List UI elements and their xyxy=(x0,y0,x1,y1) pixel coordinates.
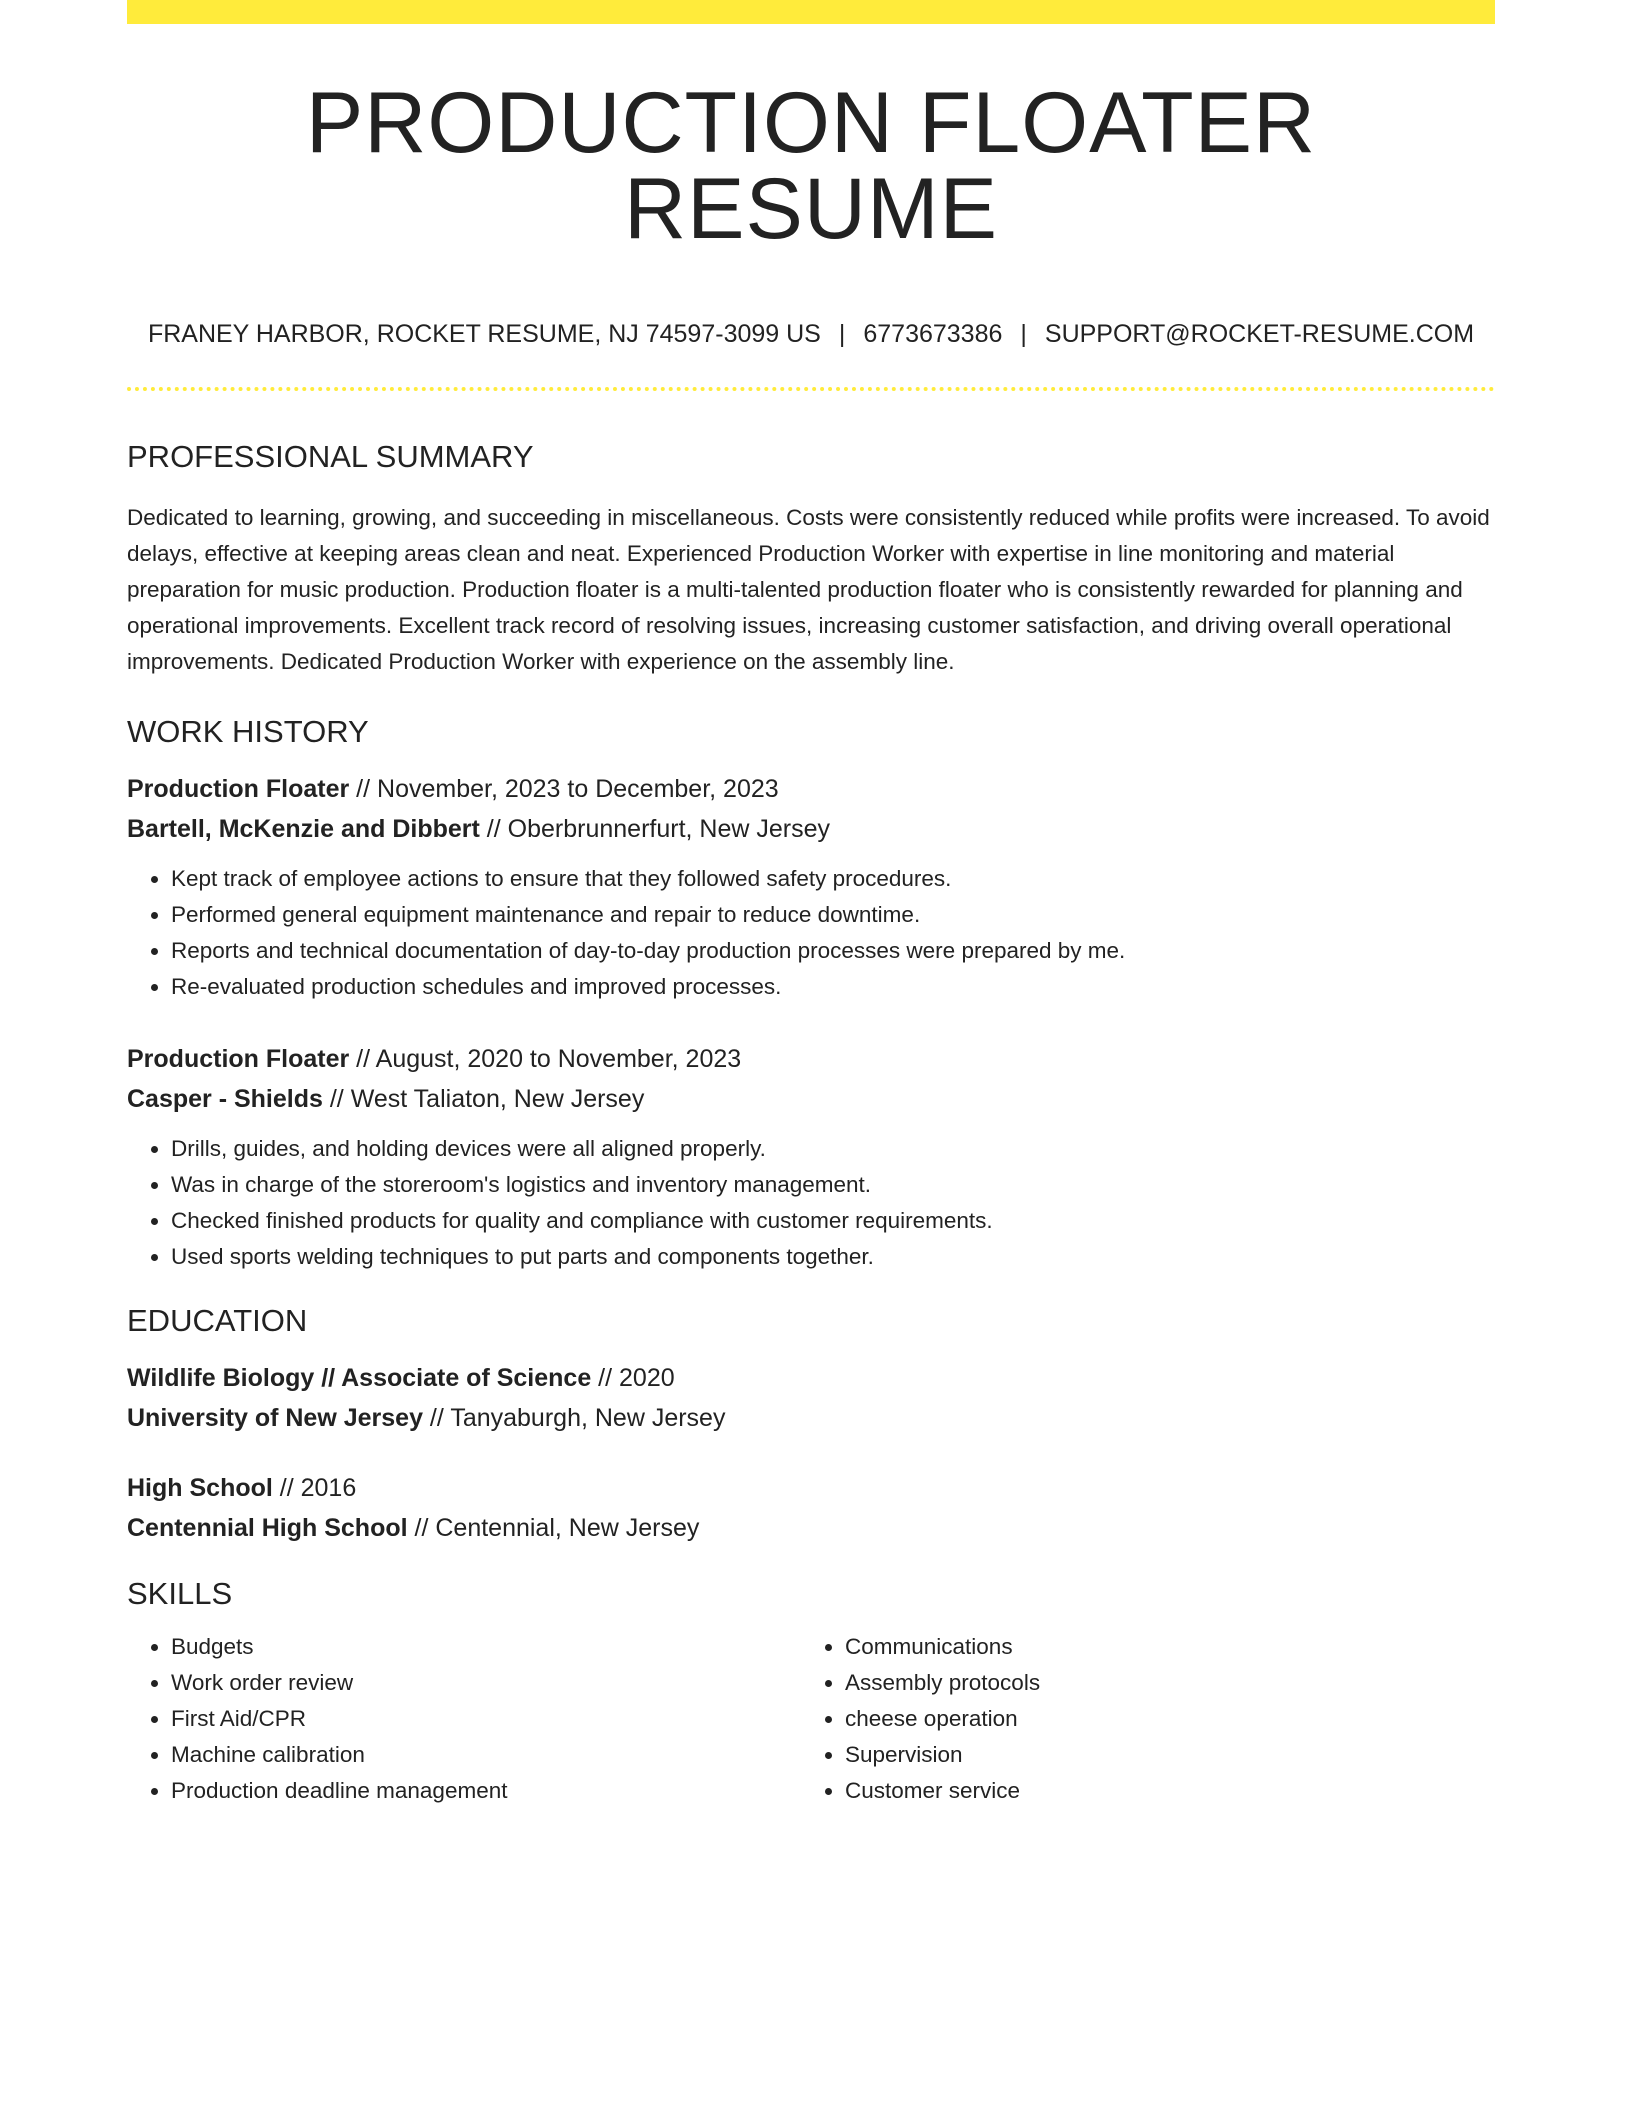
job-title: Production Floater xyxy=(127,1045,350,1073)
accent-top-bar xyxy=(127,0,1495,24)
school-line xyxy=(127,1508,1495,1548)
job-entry xyxy=(127,769,1495,1005)
list-item: • cheese operation xyxy=(845,1701,1475,1737)
job-title: Production Floater xyxy=(127,775,350,803)
school-name: Centennial High School xyxy=(127,1514,408,1542)
list-item: • Communications xyxy=(845,1629,1475,1665)
skills-column-left xyxy=(127,1629,801,1809)
list-item: • Drills, guides, and holding devices were all aligned properly. xyxy=(171,1131,1495,1167)
graduation-year: // 2016 xyxy=(272,1474,357,1502)
job-entry xyxy=(127,1039,1495,1275)
education-heading: EDUCATION xyxy=(127,1303,308,1338)
contact-line xyxy=(127,322,1495,347)
skills-columns xyxy=(127,1629,1495,1809)
job-company: Casper - Shields xyxy=(127,1085,323,1113)
list-item: • Supervision xyxy=(845,1737,1475,1773)
dotted-divider xyxy=(127,387,1495,391)
resume-title: PRODUCTION FLOATER RESUME xyxy=(305,75,1317,257)
contact-address: FRANEY HARBOR, ROCKET RESUME, NJ 74597-3099 US xyxy=(147,320,821,348)
job-location: // West Taliaton, New Jersey xyxy=(322,1085,645,1113)
contact-phone: 6773673386 xyxy=(863,320,1003,348)
job-location: // Oberbrunnerfurt, New Jersey xyxy=(479,815,830,843)
job-bullets xyxy=(127,861,1495,1005)
list-item: • Budgets xyxy=(171,1629,801,1665)
degree-line xyxy=(127,1358,1495,1398)
skills-heading: SKILLS xyxy=(127,1576,233,1611)
education-entry xyxy=(127,1468,1495,1548)
contact-separator: | xyxy=(838,320,846,348)
job-dates: // August, 2020 to November, 2023 xyxy=(349,1045,742,1073)
contact-separator: | xyxy=(1020,320,1027,348)
degree: Wildlife Biology // Associate of Science xyxy=(127,1364,592,1392)
degree-line xyxy=(127,1468,1495,1508)
job-title-line xyxy=(127,769,1495,809)
skills-column-right xyxy=(801,1629,1475,1809)
list-item: • Production deadline management xyxy=(171,1773,801,1809)
degree: High School xyxy=(127,1474,273,1502)
job-company-line xyxy=(127,1079,1495,1119)
list-item: • Checked finished products for quality and compliance with customer requirements. xyxy=(171,1203,1495,1239)
resume-page xyxy=(127,0,1495,1809)
list-item: • First Aid/CPR xyxy=(171,1701,801,1737)
job-company-line xyxy=(127,809,1495,849)
summary-heading: PROFESSIONAL SUMMARY xyxy=(127,439,534,474)
list-item: • Was in charge of the storeroom's logistics and inventory management. xyxy=(171,1167,1495,1203)
school-line xyxy=(127,1398,1495,1438)
contact-email: SUPPORT@ROCKET-RESUME.COM xyxy=(1044,320,1475,348)
job-title-line xyxy=(127,1039,1495,1079)
list-item: • Used sports welding techniques to put parts and components together. xyxy=(171,1239,1495,1275)
list-item: • Re-evaluated production schedules and improved processes. xyxy=(171,969,1495,1005)
skills-list xyxy=(801,1629,1475,1809)
school-name: University of New Jersey xyxy=(127,1404,423,1432)
list-item: • Customer service xyxy=(845,1773,1475,1809)
skills-list xyxy=(127,1629,801,1809)
list-item: • Assembly protocols xyxy=(845,1665,1475,1701)
job-dates: // November, 2023 to December, 2023 xyxy=(349,775,779,803)
school-location: // Tanyaburgh, New Jersey xyxy=(422,1404,726,1432)
school-location: // Centennial, New Jersey xyxy=(407,1514,700,1542)
list-item: • Machine calibration xyxy=(171,1737,801,1773)
list-item: • Work order review xyxy=(171,1665,801,1701)
list-item: • Kept track of employee actions to ensure that they followed safety procedures. xyxy=(171,861,1495,897)
education-entry xyxy=(127,1358,1495,1438)
job-bullets xyxy=(127,1131,1495,1275)
list-item: • Reports and technical documentation of day-to-day production processes were prepared by me. xyxy=(171,933,1495,969)
list-item: • Performed general equipment maintenance and repair to reduce downtime. xyxy=(171,897,1495,933)
graduation-year: // 2020 xyxy=(591,1364,675,1392)
work-history-heading: WORK HISTORY xyxy=(127,714,369,749)
job-company: Bartell, McKenzie and Dibbert xyxy=(127,815,480,843)
summary-text: Dedicated to learning, growing, and succeeding in miscellaneous. Costs were consistently reduced while profits were increased. To avoid delays, effective at keeping areas clean and neat. Experienced Production Worker with expertise in line monitoring and material preparation for music production. Production floater is a multi-talented production floater who is consistently rewarded for planning and operational improvements. Excellent track record of resolving issues, increasing customer satisfaction, and driving overall operational improvements. Dedicated Production Worker with experience on the assembly line. xyxy=(127,505,1490,674)
